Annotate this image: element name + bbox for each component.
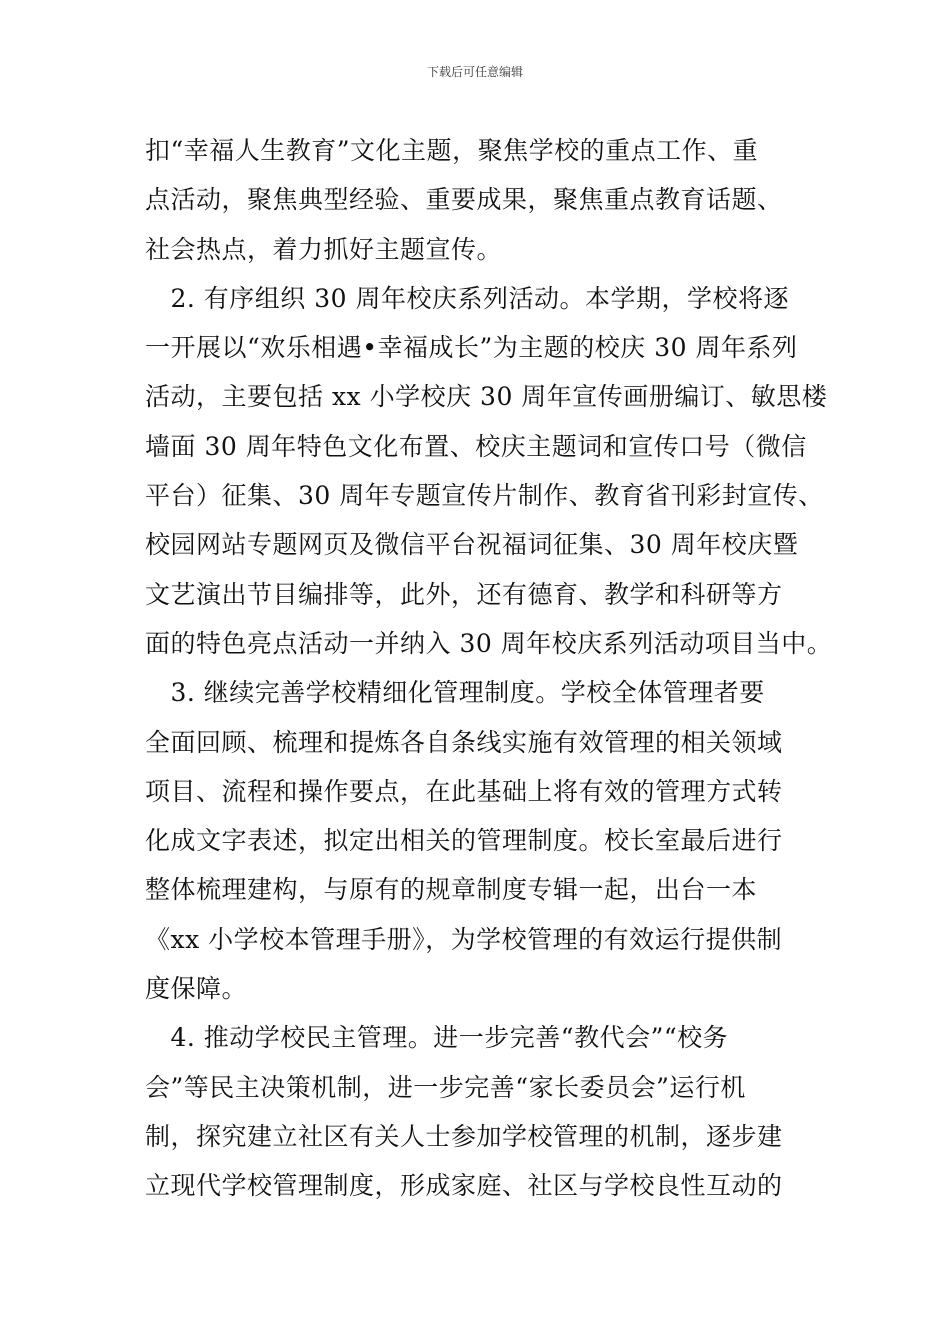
paragraph-4 <box>145 1013 813 1210</box>
text-line: 全面回顾、梳理和提炼各自条线实施有效管理的相关领域 <box>145 727 783 757</box>
text-line: 《xx 小学校本管理手册》，为学校管理的有效运行提供制 <box>145 924 783 954</box>
document-body <box>145 126 833 1211</box>
paragraph-2 <box>145 274 833 668</box>
text-line: 文艺演出节目编排等，此外，还有德育、教学和科研等方 <box>145 579 783 609</box>
text-line: 点活动，聚焦典型经验、重要成果，聚焦重点教育话题、 <box>145 185 783 215</box>
text-line: 度保障。 <box>145 974 248 1004</box>
paragraph-3 <box>145 668 813 1013</box>
text-line: 扣“幸福人生教育”文化主题，聚焦学校的重点工作、重 <box>145 136 759 165</box>
text-line: 项目、流程和操作要点，在此基础上将有效的管理方式转 <box>145 776 783 806</box>
text-line: 制，探究建立社区有关人士参加学校管理的机制，逐步建 <box>145 1121 783 1151</box>
text-line: 4. 推动学校民主管理。进一步完善“教代会”“校务 <box>145 1023 729 1053</box>
text-line: 平台）征集、30 周年专题宣传片制作、教育省刊彩封宣传、 <box>145 481 824 511</box>
paragraph-1 <box>145 126 813 274</box>
text-line: 整体梳理建构，与原有的规章制度专辑一起，出台一本 <box>145 875 758 905</box>
text-line: 立现代学校管理制度，形成家庭、社区与学校良性互动的 <box>145 1171 783 1201</box>
text-line: 一开展以“欢乐相遇•幸福成长”为主题的校庆 30 周年系列 <box>145 333 798 363</box>
text-line: 社会热点，着力抓好主题宣传。 <box>145 234 503 264</box>
text-line: 校园网站专题网页及微信平台祝福词征集、30 周年校庆暨 <box>145 530 799 560</box>
text-line: 墙面 30 周年特色文化布置、校庆主题词和宣传口号（微信 <box>145 431 807 461</box>
page-header: 下载后可任意编辑 <box>426 65 523 79</box>
text-line: 活动，主要包括 xx 小学校庆 30 周年宣传画册编订、敏思楼 <box>145 382 828 412</box>
text-line: 化成文字表述，拟定出相关的管理制度。校长室最后进行 <box>145 826 783 856</box>
text-line: 3. 继续完善学校精细化管理制度。学校全体管理者要 <box>145 678 765 708</box>
text-line: 2. 有序组织 30 周年校庆系列活动。本学期，学校将逐 <box>145 283 790 313</box>
text-line: 面的特色亮点活动一并纳入 30 周年校庆系列活动项目当中。 <box>145 628 833 658</box>
text-line: 会”等民主决策机制，进一步完善“家长委员会”运行机 <box>145 1072 746 1102</box>
